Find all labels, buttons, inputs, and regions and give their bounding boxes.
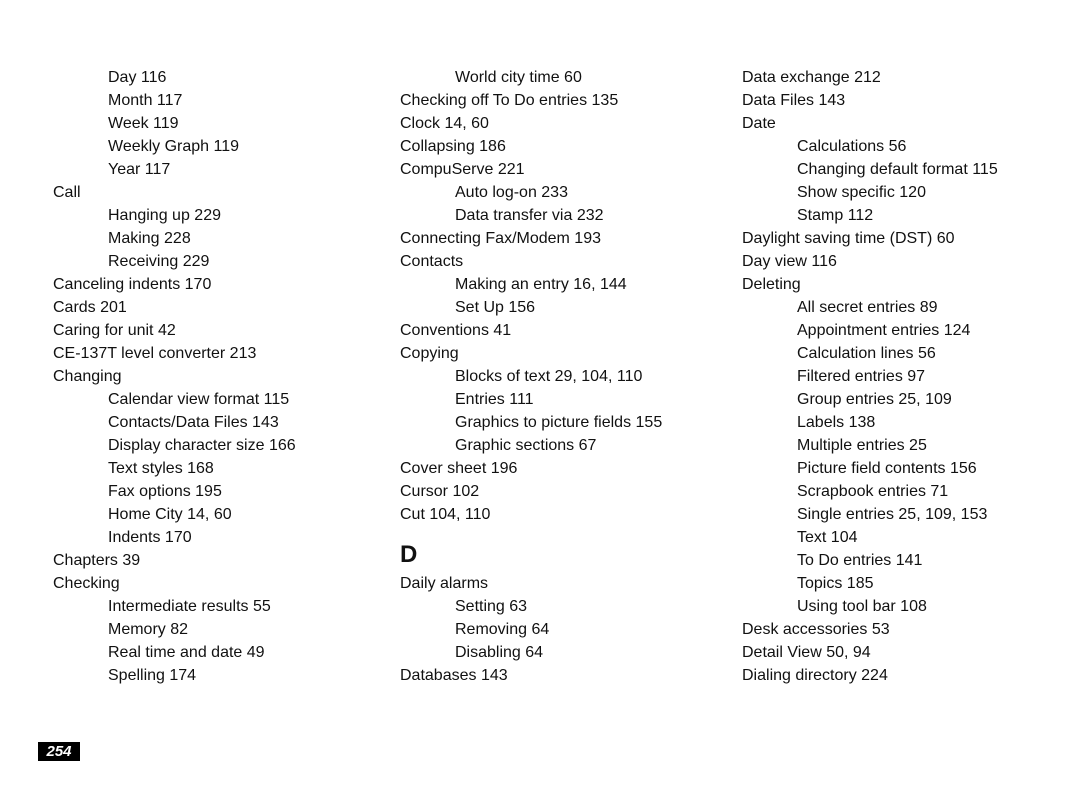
index-entry: Detail View 50, 94 (742, 644, 871, 661)
index-entry: Desk accessories 53 (742, 621, 890, 638)
index-entry: Data exchange 212 (742, 69, 881, 86)
index-subentry: Stamp 112 (797, 207, 874, 224)
index-subentry: Group entries 25, 109 (797, 391, 952, 408)
index-entry: Caring for unit 42 (53, 322, 176, 339)
index-subentry: Using tool bar 108 (797, 598, 927, 615)
index-entry: Collapsing 186 (400, 138, 506, 155)
index-subentry: Real time and date 49 (108, 644, 265, 661)
index-subentry: Topics 185 (797, 575, 874, 592)
index-column-3 (742, 66, 1072, 687)
index-subentry: Labels 138 (797, 414, 876, 431)
index-subentry: Graphic sections 67 (455, 437, 597, 454)
index-subentry: Show specific 120 (797, 184, 926, 201)
index-subentry: Appointment entries 124 (797, 322, 971, 339)
index-subentry: Indents 170 (108, 529, 192, 546)
index-entry: Day view 116 (742, 253, 837, 270)
index-subentry: Setting 63 (455, 598, 528, 615)
index-subentry: World city time 60 (455, 69, 582, 86)
index-entry: Conventions 41 (400, 322, 512, 339)
index-subentry: Weekly Graph 119 (108, 138, 240, 155)
index-entry: Canceling indents 170 (53, 276, 212, 293)
section-letter: D (400, 541, 418, 568)
index-subentry: Removing 64 (455, 621, 550, 638)
index-subentry: Memory 82 (108, 621, 189, 638)
index-entry: Checking (53, 575, 120, 592)
index-entry: Cut 104, 110 (400, 506, 491, 523)
index-entry: Deleting (742, 276, 801, 293)
page-number: 254 (38, 742, 80, 761)
index-entry: Data Files 143 (742, 92, 846, 109)
index-column-1 (53, 66, 373, 687)
index-subentry: Picture field contents 156 (797, 460, 977, 477)
index-entry: Checking off To Do entries 135 (400, 92, 619, 109)
index-subentry: Making 228 (108, 230, 191, 247)
index-subentry: Filtered entries 97 (797, 368, 926, 385)
index-entry: Chapters 39 (53, 552, 141, 569)
index-subentry: Graphics to picture fields 155 (455, 414, 663, 431)
index-entry: Cursor 102 (400, 483, 480, 500)
index-subentry: Single entries 25, 109, 153 (797, 506, 988, 523)
index-entry: Copying (400, 345, 459, 362)
index-subentry: Multiple entries 25 (797, 437, 927, 454)
index-entry: Databases 143 (400, 667, 508, 684)
index-subentry: Scrapbook entries 71 (797, 483, 949, 500)
index-subentry: Home City 14, 60 (108, 506, 232, 523)
index-subentry: Display character size 166 (108, 437, 296, 454)
index-subentry: Contacts/Data Files 143 (108, 414, 279, 431)
index-subentry: Calculation lines 56 (797, 345, 936, 362)
index-entry: CompuServe 221 (400, 161, 525, 178)
index-entry: Changing (53, 368, 122, 385)
index-entry: Daily alarms (400, 575, 489, 592)
index-subentry: Data transfer via 232 (455, 207, 604, 224)
index-subentry: Year 117 (108, 161, 171, 178)
index-entry: Clock 14, 60 (400, 115, 489, 132)
index-subentry: Month 117 (108, 92, 183, 109)
index-entry: Connecting Fax/Modem 193 (400, 230, 601, 247)
index-subentry: Text 104 (797, 529, 858, 546)
index-subentry: Intermediate results 55 (108, 598, 271, 615)
index-entry: Daylight saving time (DST) 60 (742, 230, 955, 247)
index-subentry: Blocks of text 29, 104, 110 (455, 368, 643, 385)
index-subentry: Making an entry 16, 144 (455, 276, 627, 293)
index-entry: CE-137T level converter 213 (53, 345, 257, 362)
index-column-2 (400, 66, 720, 687)
index-subentry: Entries 111 (455, 391, 534, 408)
index-subentry: Text styles 168 (108, 460, 214, 477)
index-subentry: Disabling 64 (455, 644, 544, 661)
index-entry: Call (53, 184, 81, 201)
index-subentry: Week 119 (108, 115, 179, 132)
index-subentry: Receiving 229 (108, 253, 210, 270)
index-entry: Contacts (400, 253, 464, 270)
index-subentry: Day 116 (108, 69, 167, 86)
index-subentry: To Do entries 141 (797, 552, 923, 569)
index-entry: Cover sheet 196 (400, 460, 518, 477)
index-subentry: Hanging up 229 (108, 207, 221, 224)
index-entry: Dialing directory 224 (742, 667, 888, 684)
index-entry: Date (742, 115, 776, 132)
index-entry: Cards 201 (53, 299, 127, 316)
index-subentry: Auto log-on 233 (455, 184, 568, 201)
index-subentry: Calendar view format 115 (108, 391, 290, 408)
index-subentry: Fax options 195 (108, 483, 222, 500)
index-subentry: Set Up 156 (455, 299, 536, 316)
index-subentry: All secret entries 89 (797, 299, 938, 316)
index-subentry: Changing default format 115 (797, 161, 998, 178)
index-subentry: Spelling 174 (108, 667, 197, 684)
index-subentry: Calculations 56 (797, 138, 907, 155)
